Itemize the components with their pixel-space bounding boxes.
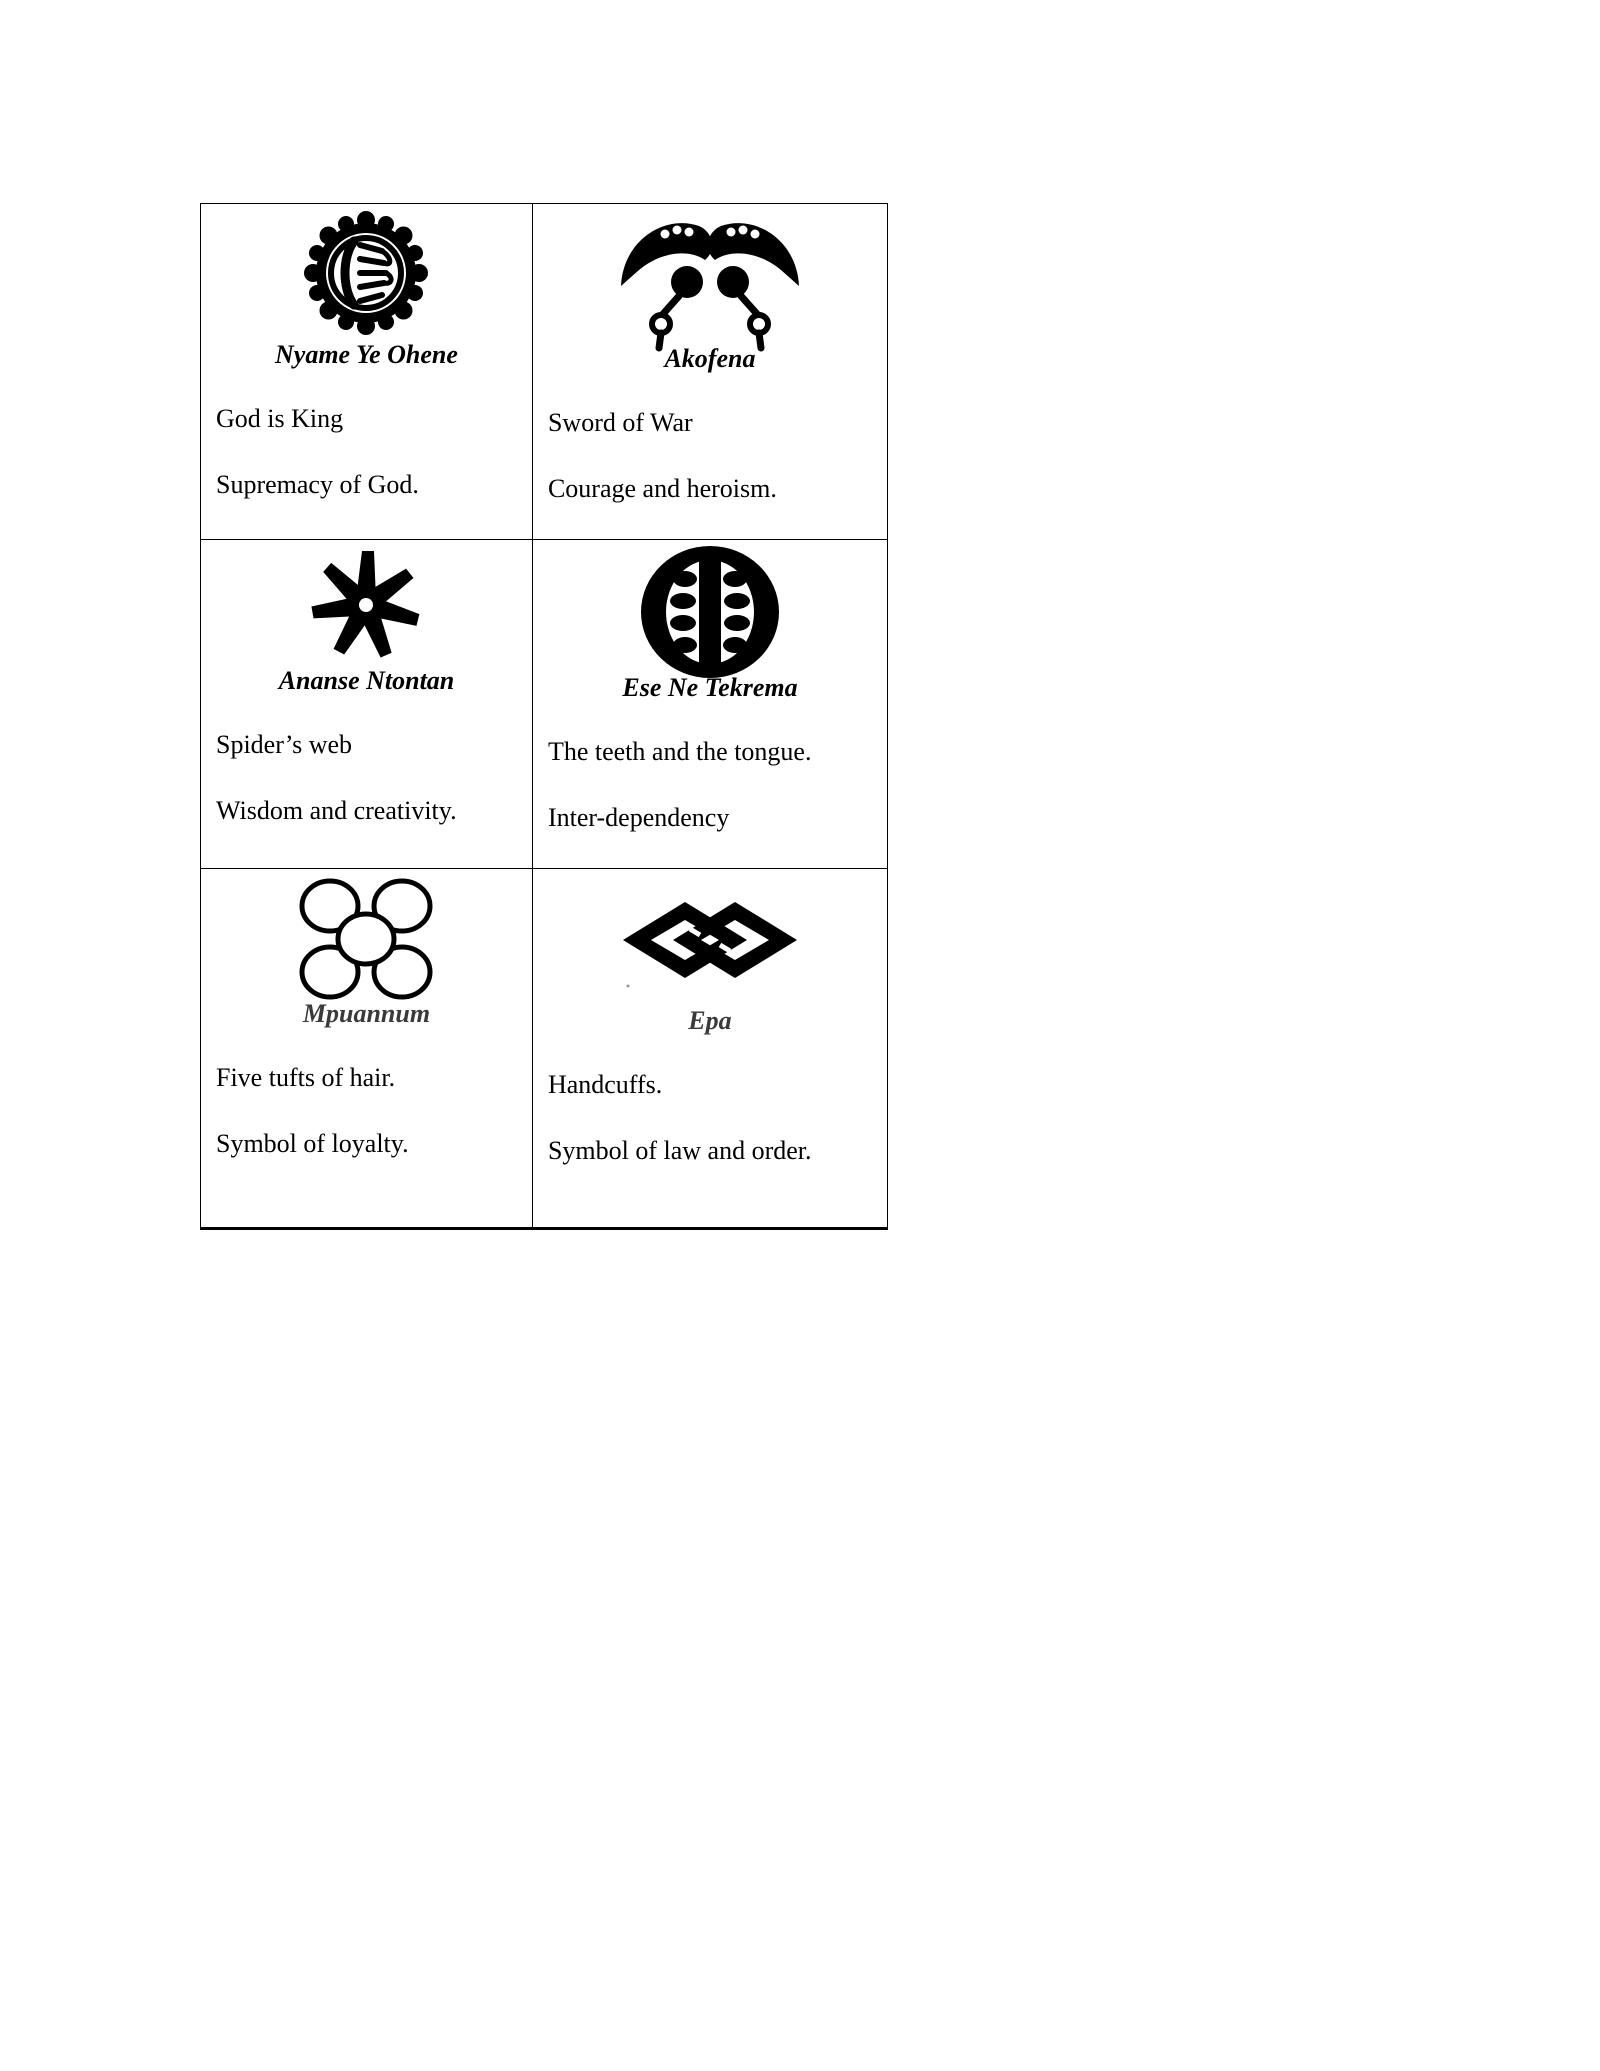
symbol-cell-ese-ne-tekrema [532,540,887,869]
symbol-meaning: God is King [216,404,344,433]
symbol-meaning: Spider’s web [216,730,353,759]
epa-icon [617,882,803,1002]
ananse-ntontan-icon [296,549,436,661]
table-row [201,869,888,1229]
symbol-significance: Symbol of loyalty. [216,1129,409,1158]
mpuannum-icon [294,876,438,1002]
symbol-name: Mpuannum [302,999,431,1028]
ese-ne-tekrema-icon [639,545,781,679]
symbol-meaning: The teeth and the tongue. [547,737,812,766]
symbol-significance: Inter-dependency [547,803,730,832]
symbol-name: Akofena [664,344,756,373]
symbol-name: Ese Ne Tekrema [622,673,798,702]
symbol-cell-akofena [532,204,887,540]
symbol-cell-ananse-ntontan [201,540,533,869]
symbol-cell-nyame-ye-ohene [201,204,533,540]
symbol-significance: Courage and heroism. [547,474,777,503]
symbol-meaning: Handcuffs. [547,1070,663,1099]
table-row [201,204,888,540]
symbol-name: Epa [688,1006,732,1035]
table-row [201,540,888,869]
symbol-meaning: Sword of War [547,408,693,437]
symbol-meaning: Five tufts of hair. [216,1063,396,1092]
akofena-icon [617,210,803,360]
symbol-significance: Wisdom and creativity. [216,796,457,825]
adinkra-symbols-table [200,203,888,1230]
nyame-ye-ohene-icon [302,211,430,335]
symbol-significance: Symbol of law and order. [547,1136,812,1165]
symbol-name: Nyame Ye Ohene [275,340,458,369]
symbol-cell-mpuannum [201,869,533,1229]
symbol-significance: Supremacy of God. [216,470,419,499]
symbol-name: Ananse Ntontan [278,666,455,695]
symbol-cell-epa [532,869,887,1229]
